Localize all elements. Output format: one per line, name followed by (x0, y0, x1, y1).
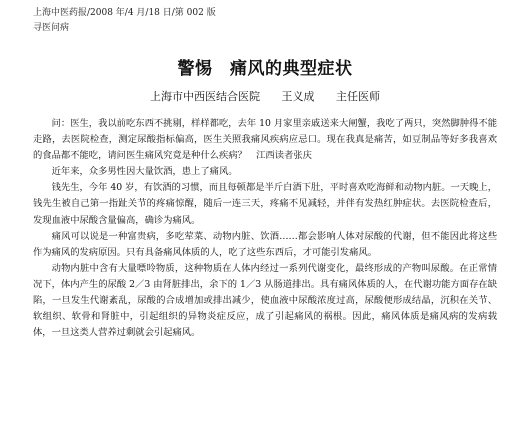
author-institution: 上海市中西医结合医院 (150, 90, 260, 103)
reader-question-paragraph: 问：医生，我以前吃东西不挑剔，样样都吃，去年 10 月家里亲戚送来大闸蟹，我吃了两只，突然脚肿得不能走路，去医院检查，测定尿酸指标偏高，医生关照我痛风疾病应忌口。现在我真是痛苦，如豆制品等好多我喜欢的食品都不能吃，请问医生痛风究竟是种什么疾病？ 江西读者张庆 (33, 118, 497, 162)
article-title: 警惕 痛风的典型症状 (177, 59, 353, 79)
body-paragraph: 近年来，众多男性因大量饮酒，患上了痛风。 (51, 166, 238, 178)
publication-info: 上海中医药报/2008 年/4 月/18 日/第 002 版 (33, 8, 216, 18)
article-body (33, 116, 497, 341)
body-paragraph: 钱先生，今年 40 岁，有饮酒的习惯，而且每顿都是半斤白酒下肚，平时喜欢吃海鲜和动物内脏。一天晚上，钱先生被自己第一指趾关节的疼痛惊醒，随后一连三天，疼痛不见减轻，并伴有发热红肿症状。去医院检查后，发现血液中尿酸含量偏高，确诊为痛风。 (33, 182, 497, 226)
section-label: 寻医问病 (33, 23, 70, 33)
body-paragraph: 动物内脏中含有大量嘌呤物质，这种物质在人体内经过一系列代谢变化，最终形成的产物叫尿酸。在正常情况下，体内产生的尿酸 2／3 由肾脏排出，余下的 1／3 从肠道排出。具有痛风体质的人，在代谢功能方面存在缺陷，一旦发生代谢紊乱，尿酸的合成增加或排出减少，使血液中尿酸浓度过高，尿酸便形成结晶，沉积在关节、软组织、软骨和肾脏中，引起组织的异物炎症反应，成了引起痛风的祸根。因此，痛风体质是痛风病的发病载体，一旦这类人营养过剩就会引起痛风。 (33, 262, 497, 339)
body-paragraph: 痛风可以说是一种富贵病，多吃荤菜、动物内脏、饮酒……都会影响人体对尿酸的代谢，但不能因此将这些作为痛风的发病原因。只有具备痛风体质的人，吃了这些东西后，才可能引发痛风。 (33, 230, 497, 258)
byline (33, 89, 497, 105)
author-name: 王义成 (281, 90, 315, 103)
author-position: 主任医师 (336, 90, 380, 103)
